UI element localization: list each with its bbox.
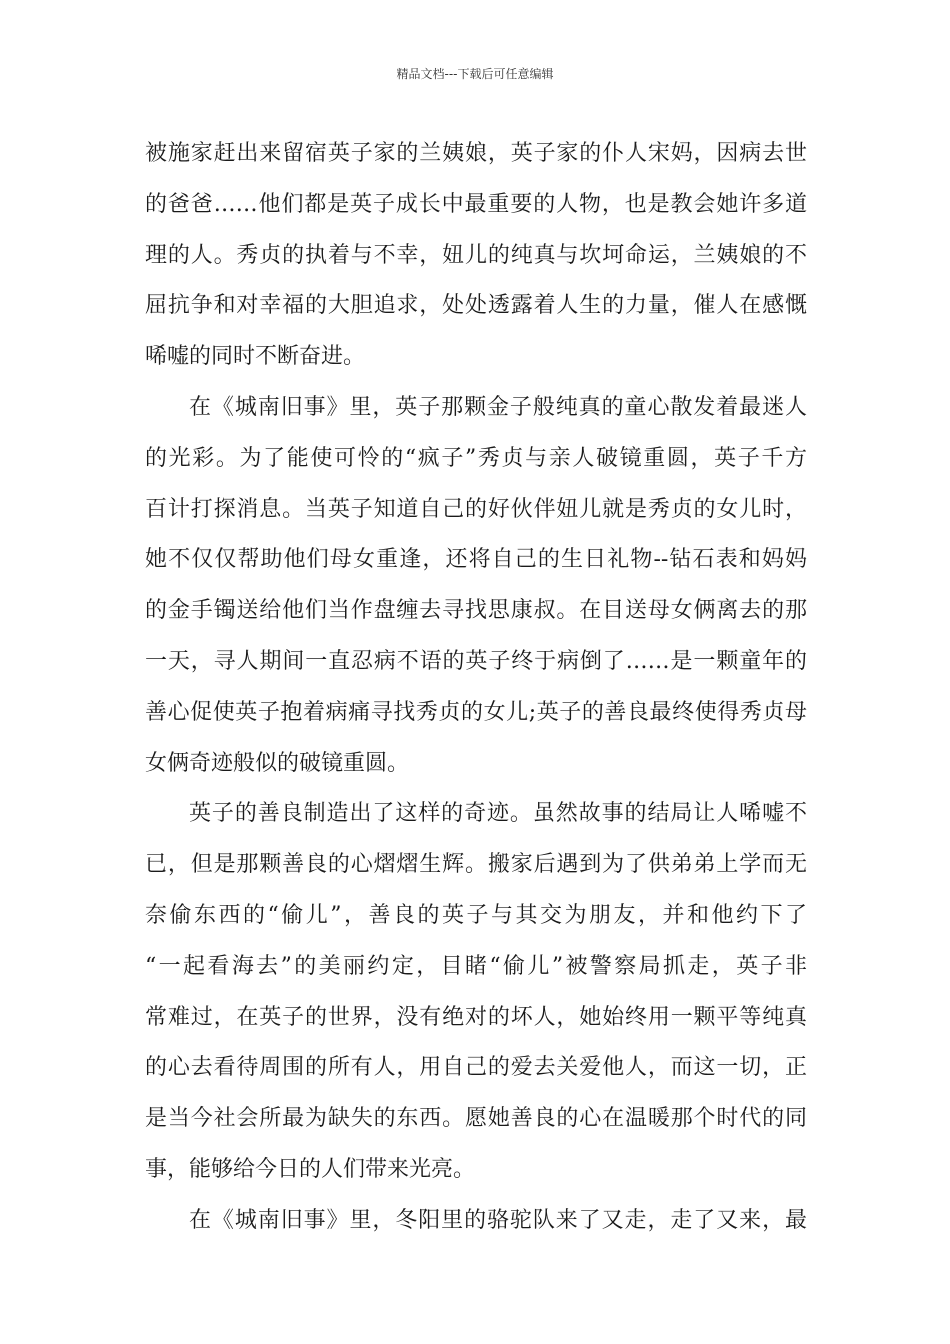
text-line: 善心促使英子抱着病痛寻找秀贞的女儿;英子的善良最终使得秀贞母	[145, 699, 807, 725]
text-line: 被施家赶出来留宿英子家的兰姨娘，英子家的仆人宋妈，因病去世	[145, 141, 807, 166]
text-line: 屈抗争和对幸福的大胆追求，处处透露着人生的力量，催人在感慨	[145, 293, 807, 319]
text-line: 事，能够给今日的人们带来光亮。	[145, 1156, 476, 1182]
text-line: 已，但是那颗善良的心熠熠生辉。搬家后遇到为了供弟弟上学而无	[145, 852, 807, 878]
paragraph	[145, 129, 807, 383]
text-line: 的金手镯送给他们当作盘缠去寻找思康叔。在目送母女俩离去的那	[145, 598, 807, 624]
text-line: 在《城南旧事》里，英子那颗金子般纯真的童心散发着最迷人	[189, 394, 807, 420]
text-line: 她不仅仅帮助他们母女重逢，还将自己的生日礼物--钻石表和妈妈	[145, 547, 807, 573]
text-line: 的心去看待周围的所有人，用自己的爱去关爱他人，而这一切，正	[145, 1055, 807, 1081]
page-header: 精品文档---下载后可任意编辑	[396, 67, 554, 81]
text-line: 唏嘘的同时不断奋进。	[145, 344, 366, 370]
paragraph	[145, 1196, 807, 1247]
document-body	[145, 129, 807, 1247]
text-line: 理的人。秀贞的执着与不幸，妞儿的纯真与坎坷命运，兰姨娘的不	[145, 242, 807, 268]
paragraph	[145, 789, 807, 1195]
text-line: 常难过，在英子的世界，没有绝对的坏人，她始终用一颗平等纯真	[145, 1004, 807, 1030]
text-line: 女俩奇迹般似的破镜重圆。	[145, 750, 410, 776]
text-line: 英子的善良制造出了这样的奇迹。虽然故事的结局让人唏嘘不	[189, 801, 807, 827]
text-line: “一起看海去”的美丽约定，目睹“偷儿”被警察局抓走，英子非	[145, 953, 807, 979]
text-line: 一天，寻人期间一直忍病不语的英子终于病倒了……是一颗童年的	[145, 648, 807, 674]
text-line: 的光彩。为了能使可怜的“疯子”秀贞与亲人破镜重圆，英子千方	[145, 445, 807, 471]
paragraph	[145, 383, 807, 789]
text-line: 百计打探消息。当英子知道自己的好伙伴妞儿就是秀贞的女儿时，	[145, 496, 807, 522]
text-line: 在《城南旧事》里，冬阳里的骆驼队来了又走，走了又来，最	[189, 1207, 807, 1233]
text-line: 的爸爸……他们都是英子成长中最重要的人物，也是教会她许多道	[145, 191, 807, 217]
text-line: 奈偷东西的“偷儿”，善良的英子与其交为朋友，并和他约下了	[145, 902, 807, 928]
text-line: 是当今社会所最为缺失的东西。愿她善良的心在温暖那个时代的同	[145, 1106, 807, 1132]
